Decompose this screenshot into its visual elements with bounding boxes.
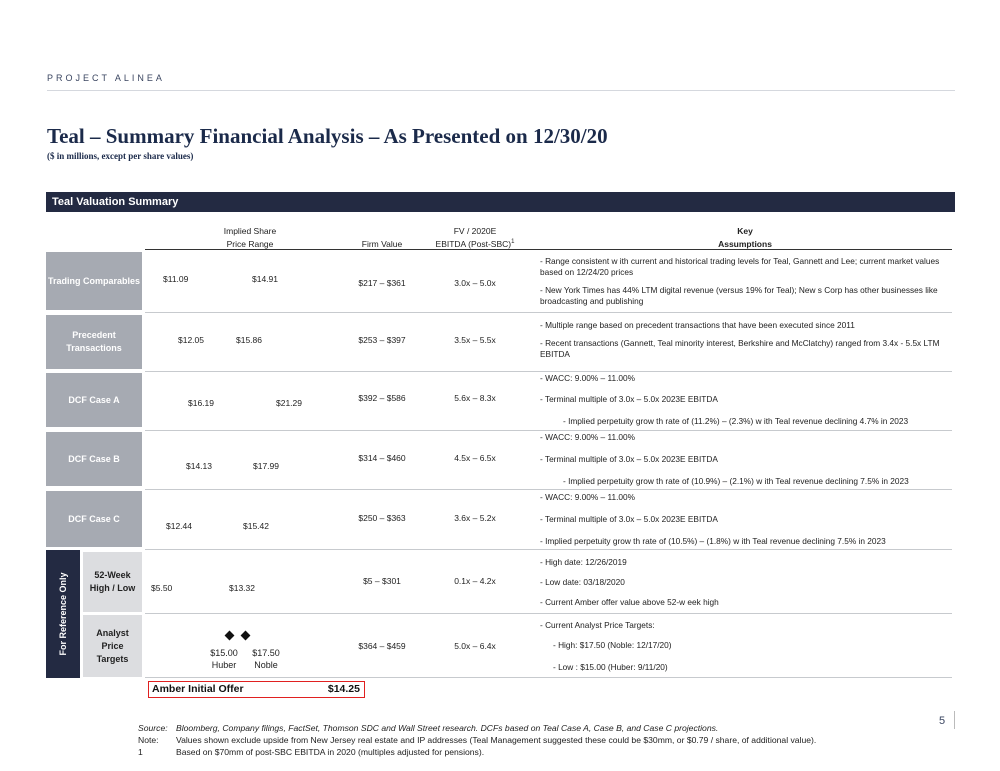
price-high: $13.32 [229,583,255,593]
col-header-firm-value: Firm Value [361,239,403,249]
ebitda-multiple: 5.0x – 6.4x [454,641,496,651]
reference-band [46,550,80,678]
row-label-dcf-a: DCF Case A [46,373,142,427]
row-divider [145,489,952,490]
assumption: - High date: 12/26/2019 [540,557,627,567]
project-name: PROJECT ALINEA [47,73,165,83]
footnote-1-tag: 1 [138,747,143,757]
target-low-value: $15.00 [210,648,238,658]
row-label-trading: Trading Comparables [46,252,142,310]
assumption: - Current Analyst Price Targets: [540,620,655,630]
price-low: $16.19 [188,398,214,408]
ebitda-multiple: 3.6x – 5.2x [454,513,496,523]
target-high-analyst: Noble [254,660,278,670]
row-divider [145,430,952,431]
section-banner: Teal Valuation Summary [46,192,955,212]
assumption: - New York Times has 44% LTM digital revenue (versus 19% for Teal); New s Corp has other businesses like broadcasting and publishing [540,285,938,306]
firm-value: $5 – $301 [363,576,401,586]
ebitda-multiple: 0.1x – 4.2x [454,576,496,586]
target-marker-high [241,631,251,641]
assumption: - Terminal multiple of 3.0x – 5.0x 2023E EBITDA [540,394,718,404]
assumption: - High: $17.50 (Noble: 12/17/20) [553,640,672,650]
assumption: - WACC: 9.00% – 11.00% [540,432,635,442]
note-tag: Note: [138,735,159,745]
source-text: Bloomberg, Company filings, FactSet, Thomson SDC and Wall Street research. DCFs based on Teal Case A, Case B, and Case C projections. [176,723,719,733]
row-label-52-week: 52-Week High / Low [83,552,142,612]
page-title: Teal – Summary Financial Analysis – As Presented on 12/30/20 [47,124,608,148]
firm-value: $364 – $459 [358,641,406,651]
source-tag: Source: [138,723,168,733]
price-low: $14.13 [186,461,212,471]
assumption: - Recent transactions (Gannett, Teal minority interest, Berkshire and McClatchy) ranged from 3.4x - 5.5x LTM EBITDA [540,338,940,359]
footnote-1-text: Based on $70mm of post-SBC EBITDA in 2020 (multiples adjusted for pensions). [176,747,485,757]
price-low: $12.44 [166,521,192,531]
assumption: - WACC: 9.00% – 11.00% [540,373,635,383]
fv-footnote-marker: 1 [511,239,515,245]
col-header-implied-2: Price Range [226,239,274,249]
col-header-implied-1: Implied Share [223,226,277,236]
assumption: - Low date: 03/18/2020 [540,577,625,587]
assumption: - Low : $15.00 (Huber: 9/11/20) [553,662,668,672]
row-divider [145,549,952,550]
assumption: - Multiple range based on precedent transactions that have been executed since 2011 [540,320,855,330]
reference-label: For Reference Only [58,572,68,656]
firm-value: $314 – $460 [358,453,406,463]
col-header-fv-1: FV / 2020E [453,226,497,236]
row-divider [145,371,952,372]
price-low: $12.05 [178,335,204,345]
row-divider [145,312,952,313]
ebitda-multiple: 5.6x – 8.3x [454,393,496,403]
assumption: - Implied perpetuity grow th rate of (10.9%) – (2.1%) w ith Teal revenue declining 7.5% in 2023 [563,476,909,486]
target-low-analyst: Huber [211,660,237,670]
firm-value: $250 – $363 [358,513,406,523]
header-underline [145,249,952,250]
assumption: - Implied perpetuity grow th rate of (10.5%) – (1.8%) w ith Teal revenue declining 7.5% in 2023 [540,536,886,546]
row-label-dcf-c: DCF Case C [46,491,142,547]
assumption: - Range consistent w ith current and historical trading levels for Teal, Gannett and Lee; current market values based on 12/24/20 prices [540,256,940,277]
page-number: 5 [939,715,946,727]
col-header-key-1: Key [737,226,753,236]
analyst-target-low [200,647,248,671]
ebitda-multiple: 4.5x – 6.5x [454,453,496,463]
row-label-dcf-b: DCF Case B [46,432,142,486]
row-label-precedent: Precedent Transactions [46,315,142,369]
header-divider [47,90,955,91]
price-high: $14.91 [252,274,278,284]
firm-value: $392 – $586 [358,393,406,403]
page-number-divider [954,711,955,729]
assumption: - Terminal multiple of 3.0x – 5.0x 2023E EBITDA [540,454,718,464]
assumption: - Current Amber offer value above 52-w eek high [540,597,719,607]
page-subtitle: ($ in millions, except per share values) [47,151,194,161]
assumption: - Implied perpetuity grow th rate of (11.2%) – (2.3%) w ith Teal revenue declining 4.7% in 2023 [563,416,909,426]
fv-header-text: EBITDA (Post-SBC) [435,239,512,249]
col-header-key-2: Assumptions [718,239,772,249]
price-high: $17.99 [253,461,279,471]
price-high: $21.29 [276,398,302,408]
assumption: - WACC: 9.00% – 11.00% [540,492,635,502]
price-low: $11.09 [163,274,189,284]
offer-label: Amber Initial Offer [152,683,244,695]
amber-offer-box [148,681,365,698]
price-high: $15.42 [243,521,269,531]
row-label-analyst: Analyst Price Targets [83,615,142,677]
firm-value: $217 – $361 [358,278,406,288]
target-high-value: $17.50 [252,648,280,658]
firm-value: $253 – $397 [358,335,406,345]
target-marker-low [225,631,235,641]
price-high: $15.86 [236,335,262,345]
assumption: - Terminal multiple of 3.0x – 5.0x 2023E EBITDA [540,514,718,524]
row-divider [145,613,952,614]
note-text: Values shown exclude upside from New Jersey real estate and IP addresses (Teal Management suggested these could be $30mm, or $0.79 / share, of additional value). [176,735,817,745]
row-divider [145,677,952,678]
ebitda-multiple: 3.5x – 5.5x [454,335,496,345]
offer-value: $14.25 [327,683,360,695]
analyst-target-high [243,647,289,671]
ebitda-multiple: 3.0x – 5.0x [454,278,496,288]
col-header-fv-2 [420,239,530,249]
price-low: $5.50 [151,583,173,593]
